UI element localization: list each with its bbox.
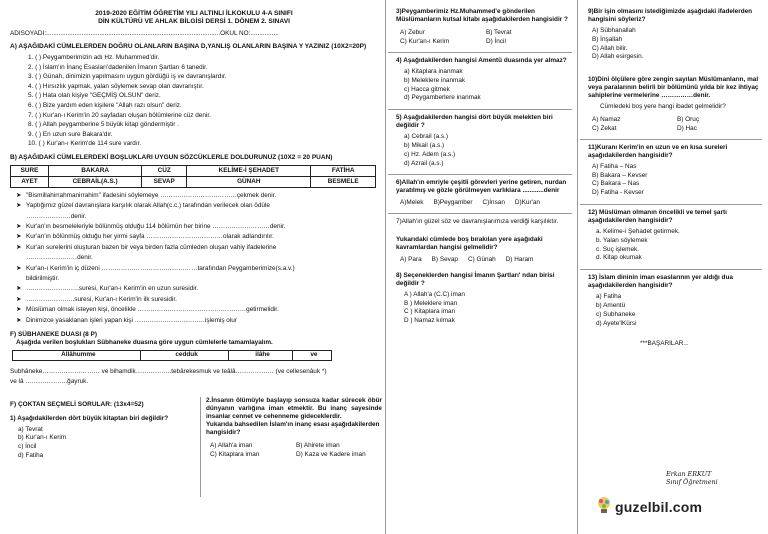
question-12: 12) Müslüman olmanın öncelikli ve temel şartı aşağıdakilerden hangisidir? <box>588 209 727 225</box>
arrow-bullet-icon: ➤ <box>16 316 22 324</box>
word-cell: SURE <box>11 165 49 176</box>
arrow-bullet-icon: ➤ <box>16 306 22 314</box>
question-6-options <box>396 199 572 207</box>
option: d) Fatiha <box>18 451 44 459</box>
option: b) Kur'an-ı Kerim <box>18 434 67 442</box>
tf-item: 10. ( ) Kur'an-ı Kerim'de 114 sure vardır. <box>28 140 142 148</box>
option: d) Ayete'lKürsi <box>596 319 637 327</box>
fill-item: ➤ …………………….suresi, Kur'an-ı Kerim'in en uzun suresidir. <box>16 284 378 294</box>
question-7: 7)Allah'ın güzel söz ve davranışlarımıza verdiği karşılıktır. <box>396 218 559 226</box>
option: d. Kitap okumak <box>596 254 642 262</box>
question-11: 11)Kuranı Kerim'in en uzun ve en kısa sureleri aşağıdakilerden hangisidir? <box>588 143 728 159</box>
tf-item: 2. ( ) İslam'ın İnanç Esasları'dadenilen İmanın Şartları 6 tanedir. <box>28 63 208 71</box>
word-cell: GÜNAH <box>187 176 311 187</box>
option: C) Kur'an-ı Kerim <box>400 38 450 45</box>
name-line: ADISOYADI:..................................................................................................OKUL NO:................ <box>10 30 279 38</box>
section-f-title: F) ÇOKTAN SEÇMELİ SORULAR: (13x4=52) <box>10 400 144 408</box>
option: A) Zebur <box>400 29 425 36</box>
fill-item: ➤ Yaptığımız güzel davranışlara karşılık olarak Allah(c.c.) tarafından verilecek olan ödüle <box>16 201 378 211</box>
option: d) Peygamberlere inanmak <box>404 94 481 102</box>
option: D) Kaza ve Kadere iman <box>296 450 366 458</box>
arrow-bullet-icon: ➤ <box>16 243 22 251</box>
question-11-options <box>588 163 762 198</box>
question-10-sub: Cümledeki boş yere hangi ibadet gelmelidir? <box>600 103 726 111</box>
word-cell: Allâhumme <box>13 350 141 360</box>
subhaneke-word-table <box>12 350 332 361</box>
question-3-options <box>396 28 572 46</box>
word-cell: FATİHA <box>311 165 376 176</box>
question-7-sub: Yukarıdaki cümlede boş bırakılan yere aşağıdaki kavramlardan hangisi gelmelidir? <box>396 236 543 252</box>
question-2: 2.İnsanın ölümüyle başlayıp sonsuza kadar sürecek öbür dünyanın varlığına iman etmektir. Bu inanç sayesinde insanlar cennet ve cehenneme gideceklerdir. <box>206 396 382 420</box>
arrow-bullet-icon: ➤ <box>16 233 22 241</box>
option: A) Allah'a iman <box>210 441 253 449</box>
tf-item: 7. ( ) Kur'an-ı Kerim'in 20 sayfadan oluşan bölümlerine cüz denir. <box>28 111 211 119</box>
word-cell: ve <box>292 350 331 360</box>
option: a) Kitaplara inanmak <box>404 68 463 75</box>
right-column <box>580 0 768 534</box>
option: C)İnsan <box>482 199 505 207</box>
question-9-options <box>588 27 762 62</box>
site-logo <box>596 496 702 516</box>
inner-divider <box>200 397 201 497</box>
subhaneke-line: Subhâneke……………………… ve bihamdik……………..tebârekesmuk ve teâlâ……………… (ve cellesenâuk *) <box>10 367 327 375</box>
fill-item: ➤ Kur'an'ın besmeleleriyle bölünmüş olduğu 114 bölümün her birine ………………………denir. <box>16 222 378 232</box>
column-divider <box>385 0 386 534</box>
question-2-options <box>206 441 382 459</box>
question-12-options <box>588 228 762 263</box>
arrow-bullet-icon: ➤ <box>16 191 22 199</box>
fill-blank-list <box>10 191 378 326</box>
question-5: 5) Aşağıdakilerden hangisi dört büyük melekten biri değildir ? <box>396 114 553 130</box>
arrow-bullet-icon: ➤ <box>16 222 22 230</box>
section-b-title: B) AŞAĞIDAKİ CÜMLELERDEKİ BOŞLUKLARI UYGUN SÖZCÜKLERLE DOLDURUNUZ (10X2 = 20 PUAN) <box>10 153 333 161</box>
option: A) Para <box>400 256 422 264</box>
logo-text: guzelbil.com <box>615 499 703 515</box>
column-divider <box>577 0 578 534</box>
arrow-bullet-icon: ➤ <box>16 295 22 303</box>
option: a) Tevrat <box>18 425 43 433</box>
fill-item: ➤ Kur'an'ın bölünmüş olduğu her yirmi sayfa ………………………………olarak adlandırılır. <box>16 232 378 242</box>
teacher-signature <box>666 470 718 487</box>
subhaneke-line: ve lâ ………………..ğayruk. <box>10 377 89 385</box>
option: C) Bakara – Nas <box>592 180 640 188</box>
option: a) Cebrail (a.s.) <box>404 133 449 141</box>
true-false-list <box>10 53 378 149</box>
header-line-1: 2019-2020 EĞİTİM ÖĞRETİM YILI ALTINLI İLKOKULU 4-A SINIFI <box>95 10 293 17</box>
option: C) Allah bilir. <box>592 44 628 52</box>
arrow-bullet-icon: ➤ <box>16 285 22 293</box>
option: C) Zekat <box>592 124 617 132</box>
tf-item: 8. ( ) Allah peygamberine 5 büyük kitap göndermiştir . <box>28 121 179 129</box>
separator <box>388 174 572 175</box>
option: B) Bakara – Kevser <box>592 171 648 179</box>
subhaneke-text <box>10 367 378 387</box>
option: D) Fatiha - Kevser <box>592 189 644 197</box>
word-bank-table <box>10 165 376 188</box>
option: D ) Namaz kılmak <box>404 317 455 325</box>
option: b. Yalan söylemek <box>596 236 648 244</box>
signature-title: Sınıf Öğretmeni <box>666 478 718 487</box>
fill-item-cont: ……………………denir. <box>26 254 93 262</box>
tf-item: 4. ( ) Hırsızlık yapmak, yalan söylemek sevap olan davranıştır. <box>28 82 204 90</box>
option: B) Tevrat <box>486 29 512 36</box>
arrow-bullet-icon: ➤ <box>16 264 22 272</box>
tf-item: 3. ( ) Günah, dinimizin yapılmasını uygun gördüğü iş ve davranışlardır. <box>28 73 227 81</box>
question-5-options <box>396 133 572 168</box>
separator <box>388 213 572 214</box>
question-8-options <box>396 291 572 326</box>
option: C) Günah <box>467 256 496 264</box>
exam-header <box>10 10 378 26</box>
option: D) Hac <box>677 124 697 132</box>
option: B) Ahirete iman <box>296 441 340 449</box>
separator <box>580 269 762 270</box>
option: B) Sevap <box>431 256 458 264</box>
mc-left <box>10 397 198 461</box>
tf-item: 6. ( ) Bize yardım eden kişilere "Allah razı olsun" deriz. <box>28 101 182 109</box>
option: C ) Kitaplara iman <box>404 308 456 316</box>
word-cell: SEVAP <box>142 176 187 187</box>
word-cell: ilâhe <box>229 350 292 360</box>
option: c) Hz. Adem (a.s.) <box>404 150 456 158</box>
fill-item-cont: …………………denir. <box>26 212 87 220</box>
option: B) Oruç <box>677 115 700 123</box>
middle-column <box>388 0 576 534</box>
question-4-options <box>396 68 572 103</box>
question-8: 8) Seçeneklerden hangisi İmanın Şartları' ndan birisi değildir ? <box>396 271 555 287</box>
tf-item: 9. ( ) En uzun sure Bakara'dır. <box>28 130 113 138</box>
mc-right <box>206 397 382 459</box>
arrow-bullet-icon: ➤ <box>16 202 22 210</box>
word-cell: KELİME-İ ŞEHADET <box>187 165 311 176</box>
fill-item: ➤ Müslüman olmak isteyen kişi, öncelikle ……………………………………………getirmelidir. <box>16 305 378 315</box>
option: D) Allah esirgesin. <box>592 53 644 61</box>
word-cell: cedduk <box>140 350 229 360</box>
fill-item: ➤ Kur'an-ı Kerim'in iç düzeni ………………………………………tarafından Peygamberimize(s.a.v.) <box>16 264 378 274</box>
option: b) Amentü <box>596 302 626 310</box>
option: B ) Meleklere iman <box>404 299 458 307</box>
question-13: 13) İslam dininin iman esaslarının yer aldığı dua aşağıdakilerden hangisidir? <box>588 274 733 290</box>
option: b) Meleklere inanmak <box>404 76 466 84</box>
fill-item: ➤ Dinimizce yasaklanan işleri yapan kişi ……………………………işlemiş olur <box>16 316 378 326</box>
question-1: 1) Aşağıdakilerden dört büyük kitaptan biri değildir? <box>10 414 169 422</box>
word-cell: AYET <box>11 176 49 187</box>
fill-item-cont: bildirilmiştir. <box>26 274 60 282</box>
option: c) İncil <box>18 443 37 451</box>
option: d) Azrail (a.s.) <box>404 159 444 167</box>
question-13-options <box>588 293 762 328</box>
question-7-options <box>396 256 572 264</box>
fill-item: ➤ "Bismillahirrahmanirrahim" ifadesini söylemeye ………………………………çekmek denir. <box>16 191 378 201</box>
word-cell: CEBRAİL(A.S.) <box>48 176 141 187</box>
section-e-title: F) SÜBHANEKE DUASI (8 P) <box>10 330 98 338</box>
question-1-options <box>10 426 198 461</box>
option: D) Haram <box>505 256 534 264</box>
option: D) İncil <box>486 38 506 45</box>
option: a) Fatiha <box>596 293 622 301</box>
fill-item: ➤ …………………..suresi, Kur'an-ı Kerim'in ilk suresidir. <box>16 295 378 305</box>
section-a-title: A) AŞAĞIDAKİ CÜMLELERDEN DOĞRU OLANLARIN BAŞINA D,YANLIŞ OLANLARIN BAŞINA Y YAZINIZ (10X2=20P) <box>10 43 367 51</box>
question-2-sub: Yukarıda bahsedilen İslam'ın inanç esası aşağıdakilerden hangisidir? <box>206 420 380 436</box>
option: c) Hacca gitmek <box>404 85 450 93</box>
separator <box>388 52 572 53</box>
option: C) Kitaplara iman <box>210 450 260 458</box>
section-e-subtitle: Aşağıda verilen boşlukları Sübhaneke duasına göre uygun cümlelerle tamamlayalım. <box>16 338 273 346</box>
option: a. Kelime-i Şehadet getirmek. <box>596 228 680 236</box>
question-10-options <box>588 115 762 133</box>
option: A)Melek <box>400 199 424 207</box>
separator <box>580 204 762 205</box>
option: A) Sübhanallah <box>592 27 636 34</box>
separator <box>388 109 572 110</box>
fill-item: ➤ Kur'an surelerini oluşturan bazen bir veya birden fazla cümleden oluşan vahiy ifadelerine <box>16 243 378 253</box>
question-10: 10)Dini ölçülere göre zengin sayılan Müslümanların, mal veya paralarının belirli bir bölümünü yılda bir kez ihtiyaç sahiplerine vermelerine ……………denir. <box>588 76 759 100</box>
signature-name: Erkan ERKUT <box>666 470 712 478</box>
question-3: 3)Peygamberimiz Hz.Muhammed'e gönderilen Müslümanların kutsal kitabı aşağıdakilerden hangisidir ? <box>396 8 568 23</box>
option: B)Peygamber <box>433 199 473 207</box>
word-cell: BESMELE <box>311 176 376 187</box>
option: D)Kur'an <box>514 199 540 207</box>
lightbulb-icon <box>596 496 612 516</box>
option: B) İnşallah <box>592 35 623 43</box>
tf-item: 1. ( ) Peygamberimizin adı Hz. Muhammed'dir. <box>28 53 160 61</box>
question-4: 4) Aşağıdakilerden hangisi Amentü duasında yer almaz? <box>396 57 567 64</box>
option: c. Suç işlemek. <box>596 245 639 253</box>
option: A) Namaz <box>592 115 621 123</box>
option: b) Mikail (a.s.) <box>404 141 445 149</box>
option: A) Fatiha – Nas <box>592 162 637 170</box>
closing-message: ***BAŞARILAR... <box>640 340 689 348</box>
option: c) Subhaneke <box>596 310 636 318</box>
question-9: 9)Bir işin olmasını istediğimizde aşağıdaki ifadelerden hangisini söyleriz? <box>588 8 753 23</box>
question-6: 6)Allah'ın emriyle çeşitli görevleri yerine getiren, nurdan yaratılmış ve gözle görülmeyen varlıklara ............denir <box>396 179 567 195</box>
word-cell: BAKARA <box>48 165 141 176</box>
header-line-2: DİN KÜLTÜRÜ VE AHLAK BİLGİSİ DERSİ 1. DÖNEM 2. SINAVI <box>98 18 290 26</box>
tf-item: 5. ( ) Hata olan kişiye "GEÇMİŞ OLSUN" deriz. <box>28 92 161 100</box>
word-cell: CÜZ <box>142 165 187 176</box>
option: A ) Allah'a (C.C) iman <box>404 290 465 298</box>
separator <box>580 139 762 140</box>
